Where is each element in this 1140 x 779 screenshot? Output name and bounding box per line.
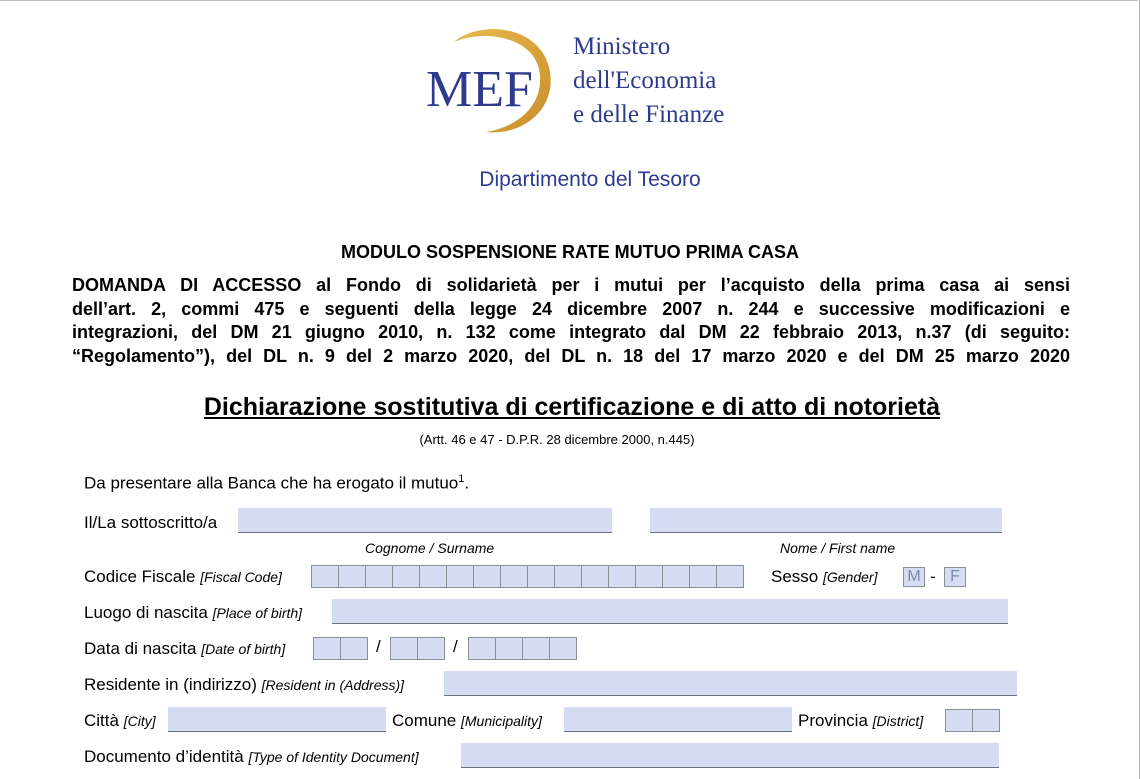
surname-caption: Cognome / Surname	[365, 540, 495, 556]
request-lead: DOMANDA DI ACCESSO	[72, 275, 302, 295]
district-label-en: [District]	[872, 713, 924, 729]
intro-end: .	[464, 473, 470, 493]
fiscal-code-label-en: [Fiscal Code]	[200, 569, 282, 585]
district-label-it: Provincia	[798, 711, 868, 730]
gender-separator: -	[930, 567, 936, 586]
birth-year-cell[interactable]	[549, 637, 577, 660]
gender-label	[771, 567, 877, 587]
fiscal-code-cell[interactable]	[419, 565, 447, 588]
residence-label	[84, 675, 404, 695]
district-cells[interactable]	[945, 709, 999, 732]
ministry-line-2: dell'Economia	[573, 67, 717, 94]
fiscal-code-cell[interactable]	[392, 565, 420, 588]
birth-day-cell[interactable]	[340, 637, 368, 660]
fiscal-code-cell[interactable]	[473, 565, 501, 588]
district-cell[interactable]	[972, 709, 1000, 732]
municipality-label	[392, 711, 542, 731]
id-document-label-it: Documento d’identità	[84, 747, 244, 766]
fiscal-code-cell[interactable]	[716, 565, 744, 588]
birth-year-cell[interactable]	[468, 637, 496, 660]
fiscal-code-cell[interactable]	[311, 565, 339, 588]
residence-field[interactable]	[444, 671, 1017, 696]
district-cell[interactable]	[945, 709, 973, 732]
birthplace-label-en: [Place of birth]	[212, 605, 303, 621]
fiscal-code-cells[interactable]	[311, 565, 743, 588]
surname-field[interactable]	[238, 508, 612, 533]
birth-day-cell[interactable]	[313, 637, 341, 660]
request-line-1: al Fondo di solidarietà per i mutui per l’acquisto della prima casa ai sensi	[301, 275, 1071, 295]
birth-day-cells[interactable]	[313, 637, 367, 660]
id-document-label	[84, 747, 419, 767]
first-name-field[interactable]	[650, 508, 1002, 533]
residence-label-en: [Resident in (Address)]	[261, 677, 405, 693]
birth-month-cell[interactable]	[417, 637, 445, 660]
municipality-label-it: Comune	[392, 711, 457, 730]
gender-f-checkbox[interactable]: F	[944, 567, 966, 587]
ministry-line-3: e delle Finanze	[573, 101, 725, 128]
id-document-label-en: [Type of Identity Document]	[248, 749, 419, 765]
fiscal-code-cell[interactable]	[608, 565, 636, 588]
fiscal-code-cell[interactable]	[365, 565, 393, 588]
birthdate-label-en: [Date of birth]	[201, 641, 286, 657]
city-field[interactable]	[168, 707, 386, 732]
intro-text	[84, 473, 469, 494]
ministry-line-1: Ministero	[573, 33, 671, 60]
fiscal-code-cell[interactable]	[581, 565, 609, 588]
intro-footnote: 1	[458, 473, 465, 485]
birth-year-cells[interactable]	[468, 637, 576, 660]
logo-letters: MEF	[426, 61, 533, 118]
request-paragraph	[72, 274, 1070, 368]
city-label-it: Città	[84, 711, 119, 730]
fiscal-code-cell[interactable]	[446, 565, 474, 588]
fiscal-code-cell[interactable]	[635, 565, 663, 588]
municipality-label-en: [Municipality]	[461, 713, 542, 729]
fiscal-code-cell[interactable]	[689, 565, 717, 588]
birth-month-cell[interactable]	[390, 637, 418, 660]
city-label-en: [City]	[123, 713, 156, 729]
mef-logo-ring-icon	[424, 24, 564, 136]
fiscal-code-cell[interactable]	[338, 565, 366, 588]
district-label	[798, 711, 923, 731]
first-name-caption: Nome / First name	[780, 540, 896, 556]
intro-label: Da presentare alla Banca che ha erogato il mutuo	[84, 473, 459, 493]
fiscal-code-cell[interactable]	[662, 565, 690, 588]
municipality-field[interactable]	[564, 707, 792, 732]
request-line-3: integrazioni, del DM 21 giugno 2010, n. 132 come integrato dal DM 22 febbraio 2013, n.37 (di seguito:	[72, 322, 1070, 342]
gender-label-it: Sesso	[771, 567, 819, 586]
birthdate-label	[84, 639, 285, 659]
fiscal-code-cell[interactable]	[527, 565, 555, 588]
fiscal-code-label	[84, 567, 282, 587]
signer-label: Il/La sottoscritto/a	[84, 513, 218, 532]
declaration-title: Dichiarazione sostitutiva di certificazione e di atto di notorietà	[203, 393, 941, 421]
birthplace-label	[84, 603, 302, 623]
birth-month-cells[interactable]	[390, 637, 444, 660]
residence-label-it: Residente in (indirizzo)	[84, 675, 257, 694]
birth-year-cell[interactable]	[495, 637, 523, 660]
birthplace-label-it: Luogo di nascita	[84, 603, 208, 622]
page-top-border	[0, 0, 1138, 1]
fiscal-code-label-it: Codice Fiscale	[84, 567, 196, 586]
fiscal-code-cell[interactable]	[500, 565, 528, 588]
form-title: MODULO SOSPENSIONE RATE MUTUO PRIMA CASA	[340, 242, 799, 262]
city-label	[84, 711, 156, 731]
request-line-4: “Regolamento”), del DL n. 9 del 2 marzo 2020, del DL n. 18 del 17 marzo 2020 e del DM 25 marzo 2020	[72, 345, 1070, 366]
birthplace-field[interactable]	[332, 599, 1008, 624]
ministry-name	[573, 30, 724, 132]
birthdate-label-it: Data di nascita	[84, 639, 197, 658]
birth-year-cell[interactable]	[522, 637, 550, 660]
date-separator-2: /	[453, 637, 458, 656]
request-line-2: dell’art. 2, commi 475 e seguenti della legge 24 dicembre 2007 n. 244 e successive modificazioni e	[72, 298, 1070, 319]
gender-m-checkbox[interactable]: M	[903, 567, 925, 587]
id-document-field[interactable]	[461, 743, 999, 768]
fiscal-code-cell[interactable]	[554, 565, 582, 588]
department-name: Dipartimento del Tesoro	[479, 168, 701, 191]
declaration-reference: (Artt. 46 e 47 - D.P.R. 28 dicembre 2000, n.445)	[419, 432, 695, 447]
gender-label-en: [Gender]	[822, 569, 878, 585]
date-separator-1: /	[376, 637, 381, 656]
